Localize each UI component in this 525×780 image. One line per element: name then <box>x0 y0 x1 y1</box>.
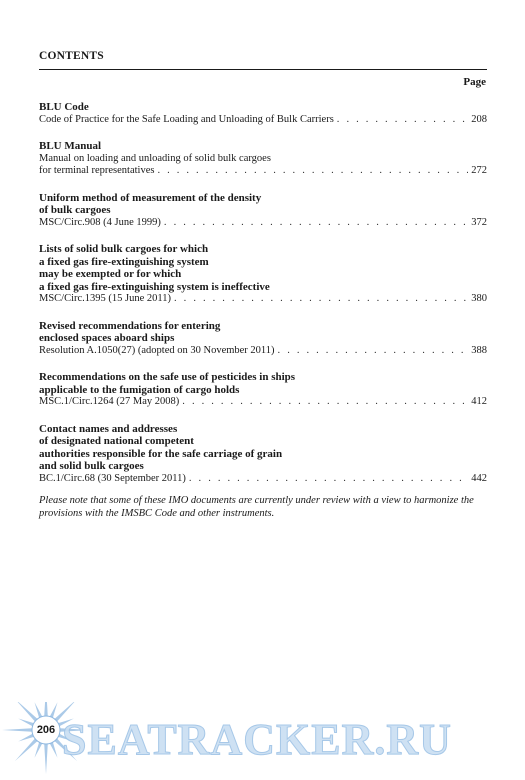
dot-leader <box>337 114 468 127</box>
toc-entry-title: authorities responsible for the safe carriage of grain <box>39 447 283 460</box>
toc-entry-reference-text: Resolution A.1050(27) (adopted on 30 November 2011) <box>39 344 275 356</box>
toc-entry <box>39 243 487 306</box>
toc-entry-reference-text: MSC/Circ.908 (4 June 1999) <box>39 216 161 228</box>
toc-entry-title: a fixed gas fire-extinguishing system <box>39 255 209 268</box>
toc-entry-title: may be exempted or for which <box>39 268 182 280</box>
toc-entry-reference <box>39 473 487 486</box>
toc-entry-reference <box>39 345 487 358</box>
toc-entry-page-number: 372 <box>471 216 487 228</box>
heading-rule <box>39 69 487 70</box>
toc-entry-title: Recommendations on the safe use of pesticides in ships <box>39 371 296 383</box>
dot-leader <box>189 473 468 486</box>
toc-entry-page-number: 380 <box>471 293 487 304</box>
toc-entry <box>39 320 487 358</box>
dot-leader <box>164 217 468 230</box>
toc-entry-reference-text: MSC.1/Circ.1264 (27 May 2008) <box>39 396 180 407</box>
toc-entry-title: of bulk cargoes <box>39 204 111 216</box>
toc-entry <box>39 423 487 486</box>
toc-entry-description: Manual on loading and unloading of solid bulk cargoes <box>39 152 271 164</box>
toc-entry-reference-text: BC.1/Circ.68 (30 September 2011) <box>39 472 186 484</box>
toc-entry-reference-text: for terminal representatives <box>39 165 155 176</box>
compass-star-ray <box>44 742 48 774</box>
toc-entry-title: BLU Code <box>39 101 89 113</box>
toc-entry-reference-text: Code of Practice for the Safe Loading and Unloading of Bulk Carriers <box>39 113 334 125</box>
toc-entry-page-number: 442 <box>471 472 487 484</box>
compass-star-ray <box>15 737 39 761</box>
toc-entry-reference <box>39 217 487 230</box>
toc-entry-page-number: 388 <box>471 344 487 356</box>
toc-entry-title: applicable to the fumigation of cargo holds <box>39 383 240 396</box>
toc-entry-title: Uniform method of measurement of the density <box>39 191 262 204</box>
toc-entry-page-number: 412 <box>471 396 487 407</box>
dot-leader <box>182 396 468 409</box>
watermark-text: SEATRACKER.RU <box>62 715 452 764</box>
toc-entry-reference-text: MSC/Circ.1395 (15 June 2011) <box>39 293 172 304</box>
compass-star-ray <box>2 728 34 732</box>
page-footer <box>0 702 525 780</box>
toc-entry-reference <box>39 396 487 409</box>
dot-leader <box>157 165 468 178</box>
contents-heading: CONTENTS <box>39 50 104 62</box>
toc-entry-reference <box>39 114 487 127</box>
toc-entry <box>39 140 487 178</box>
toc-entry-page-number: 208 <box>471 113 487 125</box>
toc-entry <box>39 371 487 409</box>
toc-entry-page-number: 272 <box>471 165 487 176</box>
toc-entry-title: Lists of solid bulk cargoes for which <box>39 243 209 255</box>
toc-entry-title: Contact names and addresses <box>39 422 178 435</box>
toc-entry-title: Revised recommendations for entering <box>39 319 221 332</box>
toc-entry <box>39 101 487 126</box>
review-note: Please note that some of these IMO documents are currently under review with a view to harmonize the provisions with the IMSBC Code and other instruments. <box>39 495 474 519</box>
toc-entry-title: and solid bulk cargoes <box>39 460 144 472</box>
toc-entry-reference <box>39 293 487 306</box>
dot-leader <box>278 345 469 358</box>
page-column-label: Page <box>463 76 486 88</box>
toc-entry-title: of designated national competent <box>39 435 194 447</box>
compass-star-ray <box>15 702 39 723</box>
page-number: 206 <box>36 724 56 736</box>
toc-entry-title: a fixed gas fire-extinguishing system is ineffective <box>39 280 270 293</box>
table-of-contents <box>39 101 487 499</box>
toc-entry-title: enclosed spaces aboard ships <box>39 332 175 344</box>
toc-entry-title: BLU Manual <box>39 140 102 152</box>
toc-entry-reference <box>39 165 487 178</box>
toc-entry <box>39 192 487 230</box>
dot-leader <box>174 293 468 306</box>
